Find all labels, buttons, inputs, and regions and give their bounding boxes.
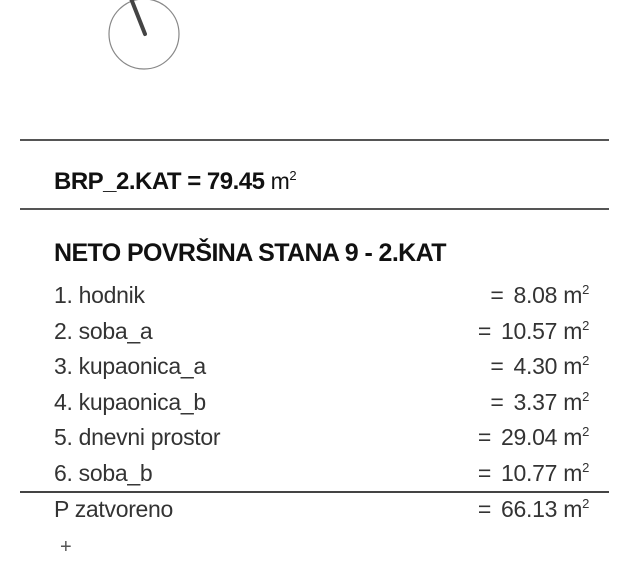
- room-row-hodnik: [54, 280, 599, 316]
- section-heading: NETO POVRŠINA STANA 9 - 2.KAT: [54, 239, 446, 267]
- room-row-soba-b: [54, 458, 599, 494]
- brp-unit: $m^2$: [270, 168, 297, 194]
- brp-area: [54, 168, 296, 196]
- room-area: = 3.37 $m^2$: [490, 388, 589, 415]
- room-row-kupaonica-a: [54, 351, 599, 387]
- room-area: = 10.77 $m^2$: [477, 459, 589, 486]
- room-area: = 8.08 $m^2$: [490, 282, 589, 308]
- total-area: = 66.13 $m^2$: [477, 495, 589, 522]
- room-label: 1. hodnik: [54, 282, 145, 308]
- brp-label: BRP_2.KAT = 79.45: [54, 168, 265, 195]
- room-row-kupaonica-b: [54, 387, 599, 423]
- divider-top: [20, 139, 609, 141]
- total-row: [54, 494, 599, 530]
- room-row-soba-a: [54, 316, 599, 352]
- total-label: P zatvoreno: [54, 495, 174, 522]
- room-area: = 29.04 $m^2$: [477, 424, 589, 451]
- room-row-dnevni-prostor: [54, 422, 599, 458]
- room-label: 3. kupaonica_a: [54, 353, 206, 380]
- plus-sign: +: [60, 536, 72, 558]
- room-area: = 10.57 $m^2$: [477, 317, 589, 344]
- room-label: 4. kupaonica_b: [54, 388, 206, 415]
- north-arrow-icon: [104, 0, 184, 74]
- room-label: 2. soba_a: [54, 317, 153, 344]
- room-label: 5. dnevni prostor: [54, 424, 221, 451]
- room-label: 6. soba_b: [54, 459, 153, 486]
- room-area: = 4.30 $m^2$: [490, 353, 589, 380]
- divider-middle: [20, 208, 609, 210]
- divider-total: [20, 491, 609, 493]
